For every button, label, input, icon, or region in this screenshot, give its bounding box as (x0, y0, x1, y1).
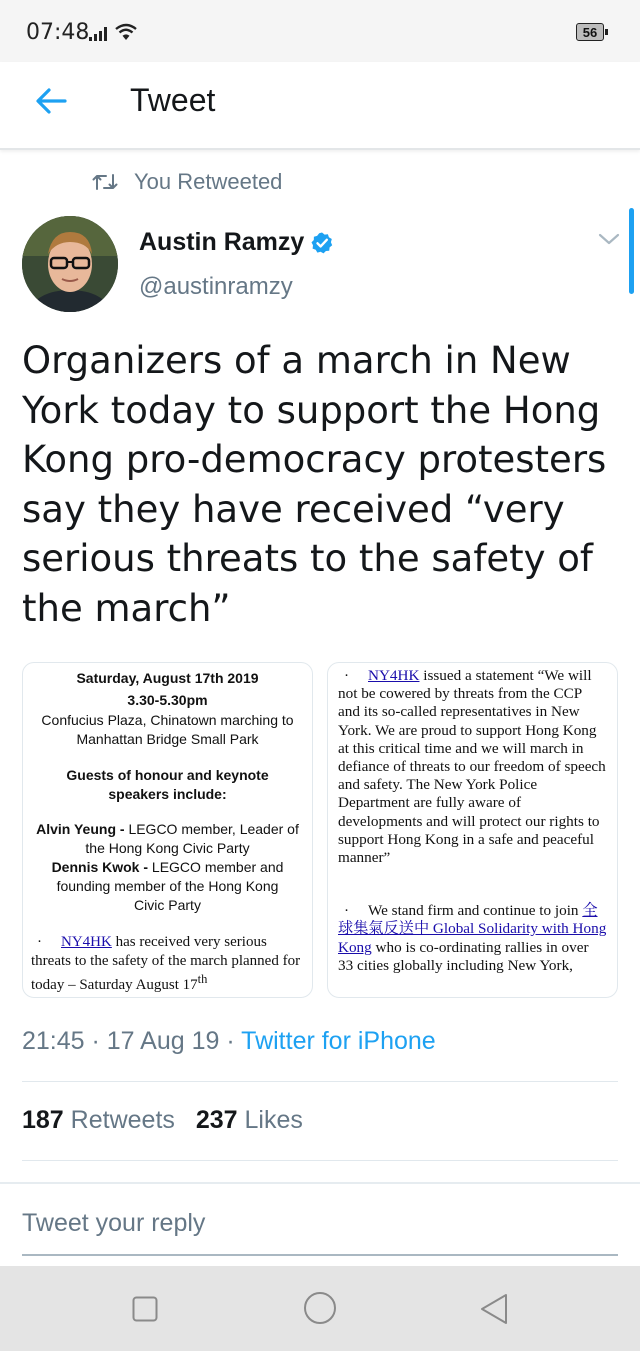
tweet-source-link[interactable]: Twitter for iPhone (241, 1027, 436, 1055)
tweet-text: Organizers of a march in New York today to support the Hong Kong pro-democracy protesters say they have received “very serious threats to the safety of the march” (22, 339, 607, 630)
status-bar (0, 0, 640, 62)
likes-stat[interactable] (196, 1106, 303, 1134)
bullet: · (37, 934, 42, 950)
tweet-time: 21:45 (22, 1027, 85, 1055)
avatar-image (22, 216, 118, 312)
signal-icon (89, 27, 109, 41)
event-time: 3.30-5.30pm (127, 692, 208, 708)
retweet-context (92, 167, 282, 197)
media-image-right[interactable] (327, 662, 618, 998)
speaker-2-name: Dennis Kwok - (51, 859, 152, 875)
reply-input-underline (22, 1254, 618, 1256)
speaker-1-desc: LEGCO member, Leader of the Hong Kong Civic Party (85, 821, 299, 856)
divider (22, 1081, 618, 1082)
speaker-1 (31, 820, 304, 858)
global-solidarity-link[interactable]: 全球集氣反送中 Global Solidarity with Hong Kong (338, 902, 607, 956)
reply-separator (0, 1182, 640, 1184)
retweets-stat[interactable] (22, 1106, 175, 1134)
statement-text: issued a statement “We will not be cowered by threats from the CCP and its so-called representatives in New York. We are proud to support Hong Kong at this critical time and we will march in defiance of threats to our freedom of speech and safety. The New York Police Department are fully aware of developments and will protect our rights to support Hong Kong in a safe and peaceful manner” (338, 667, 606, 867)
ny4hk-link[interactable]: NY4HK (368, 667, 420, 684)
app-bar (0, 62, 640, 150)
chevron-down-icon[interactable] (598, 232, 620, 246)
tweet-stats (22, 1106, 303, 1135)
threat-note (31, 933, 304, 995)
verified-badge-icon (310, 231, 334, 255)
author-name[interactable] (139, 228, 334, 257)
retweet-icon (92, 172, 118, 192)
tweet-meta (22, 1027, 436, 1056)
arrow-left-icon[interactable] (34, 84, 68, 118)
meta-separator: · (219, 1027, 242, 1055)
scrollbar[interactable] (629, 208, 634, 294)
wifi-icon (114, 22, 138, 42)
retweets-count: 187 (22, 1106, 64, 1134)
divider (22, 1160, 618, 1161)
square-icon[interactable] (132, 1296, 158, 1322)
statement-paragraph (338, 667, 607, 867)
likes-count: 237 (195, 1106, 238, 1134)
reply-input[interactable]: Tweet your reply (22, 1209, 206, 1237)
status-time: 07:48 (26, 20, 90, 45)
avatar[interactable] (22, 216, 118, 312)
likes-label: Likes (244, 1106, 303, 1134)
meta-separator: · (84, 1027, 107, 1055)
solidarity-paragraph (338, 902, 607, 975)
speaker-1-name: Alvin Yeung - (36, 821, 129, 837)
bullet: · (344, 902, 350, 920)
solidarity-text-a: We stand firm and continue to join (368, 902, 583, 920)
event-location: Confucius Plaza, Chinatown marching to Manhattan Bridge Small Park (41, 712, 294, 747)
media-image-left[interactable] (22, 662, 313, 998)
retweets-label: Retweets (70, 1106, 175, 1134)
speaker-2-desc: LEGCO member and founding member of the Hong Kong Civic Party (56, 859, 284, 913)
author-handle[interactable]: @austinramzy (139, 273, 293, 300)
triangle-back-icon[interactable] (479, 1293, 509, 1325)
system-nav-bar (0, 1266, 640, 1351)
ordinal-suffix: th (197, 972, 208, 986)
page-title: Tweet (130, 82, 216, 118)
battery-icon: 56 (576, 23, 604, 41)
ny4hk-link[interactable]: NY4HK (61, 934, 112, 950)
speaker-2 (31, 858, 304, 915)
event-date: Saturday, August 17th 2019 (76, 670, 259, 686)
tweet-date: 17 Aug 19 (106, 1027, 220, 1055)
threat-note-text: has received very serious threats to the safety of the march planned for today – Saturday August 17 (31, 934, 301, 993)
circle-icon[interactable] (303, 1291, 337, 1325)
solidarity-text-b: who is co-ordinating rallies in over 33 cities globally including New York, (338, 938, 589, 974)
retweet-label: You Retweeted (134, 169, 283, 194)
author-name-text: Austin Ramzy (139, 228, 305, 256)
bullet: · (344, 667, 350, 684)
guests-heading: Guests of honour and keynote speakers include: (66, 767, 269, 802)
